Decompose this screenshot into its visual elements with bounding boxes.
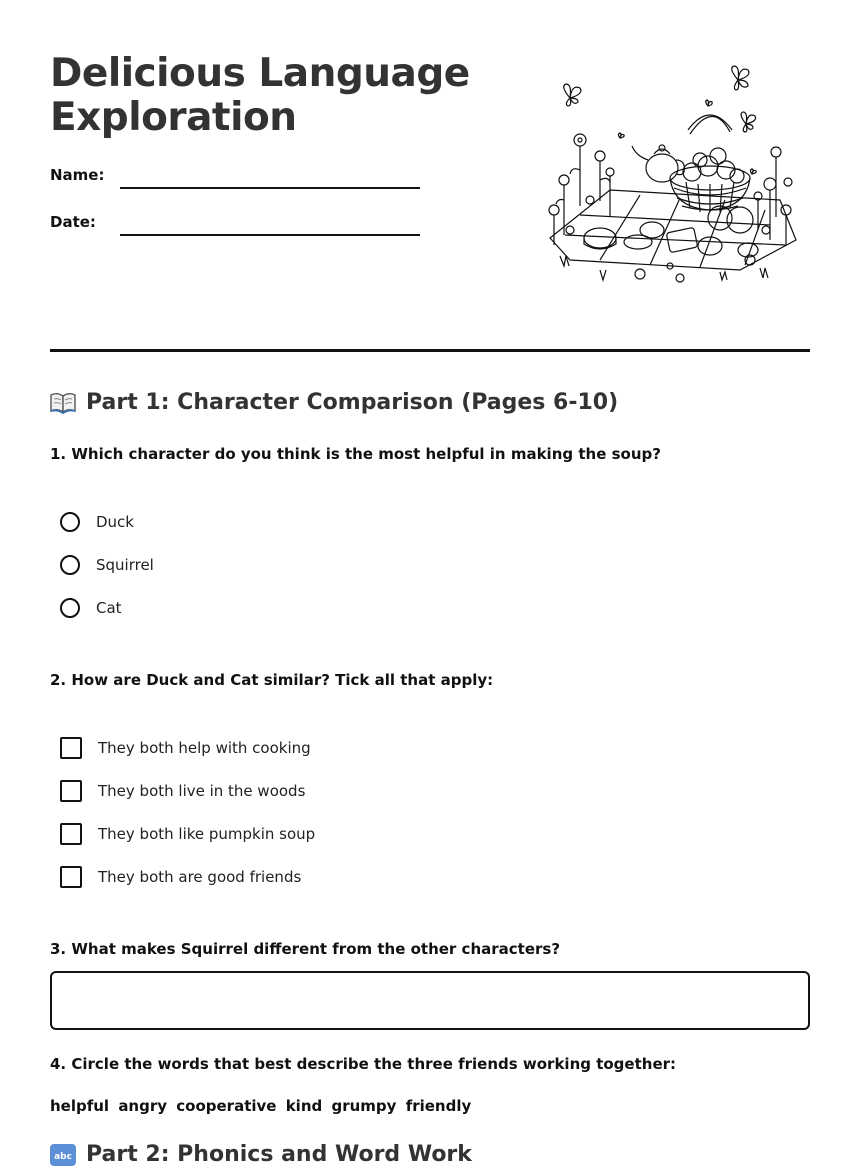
q4-word-list — [50, 1097, 475, 1115]
question-3: 3. What makes Squirrel different from the other characters? — [50, 940, 561, 958]
q2-option-pumpkin-soup[interactable] — [60, 821, 315, 847]
part1-heading-text: Part 1: Character Comparison (Pages 6-10) — [86, 390, 619, 415]
option-label: They both like pumpkin soup — [98, 825, 316, 843]
q1-option-cat[interactable] — [60, 595, 122, 621]
picnic-basket-illustration — [540, 60, 802, 296]
q2-option-good-friends[interactable] — [60, 864, 301, 890]
checkbox[interactable] — [60, 737, 82, 759]
question-1: 1. Which character do you think is the most helpful in making the soup? — [50, 445, 661, 463]
option-label: They both help with cooking — [98, 739, 311, 757]
option-label: They both are good friends — [98, 868, 302, 886]
word-kind[interactable]: kind — [285, 1097, 323, 1115]
open-book-icon — [50, 392, 76, 414]
word-grumpy[interactable]: grumpy — [331, 1097, 397, 1115]
name-label: Name: — [50, 166, 105, 184]
option-label: They both live in the woods — [98, 782, 306, 800]
q3-answer-box[interactable] — [50, 971, 810, 1030]
checkbox[interactable] — [60, 780, 82, 802]
radio-button[interactable] — [60, 555, 80, 575]
date-field[interactable] — [120, 234, 420, 236]
word-friendly[interactable]: friendly — [405, 1097, 472, 1115]
q1-option-duck[interactable] — [60, 509, 134, 535]
date-label: Date: — [50, 213, 96, 231]
part2-heading — [50, 1142, 472, 1167]
question-4: 4. Circle the words that best describe the three friends working together: — [50, 1055, 677, 1073]
word-cooperative[interactable]: cooperative — [176, 1097, 277, 1115]
part1-heading — [50, 390, 618, 415]
q2-option-cooking[interactable] — [60, 735, 311, 761]
part2-heading-text: Part 2: Phonics and Word Work — [86, 1142, 472, 1167]
butterfly-icon — [564, 84, 581, 106]
abc-icon — [50, 1144, 76, 1166]
question-2: 2. How are Duck and Cat similar? Tick all that apply: — [50, 671, 494, 689]
worksheet-title — [50, 52, 470, 140]
title-line-1: Delicious Language — [50, 51, 470, 96]
option-label: Duck — [96, 513, 134, 531]
word-helpful[interactable]: helpful — [50, 1097, 110, 1115]
q2-option-woods[interactable] — [60, 778, 305, 804]
header-divider — [50, 349, 810, 352]
radio-button[interactable] — [60, 512, 80, 532]
radio-button[interactable] — [60, 598, 80, 618]
title-line-2: Exploration — [50, 95, 297, 140]
name-field[interactable] — [120, 187, 420, 189]
word-angry[interactable]: angry — [118, 1097, 168, 1115]
checkbox[interactable] — [60, 823, 82, 845]
option-label: Cat — [96, 599, 122, 617]
q1-option-squirrel[interactable] — [60, 552, 154, 578]
option-label: Squirrel — [96, 556, 154, 574]
svg-text:abc: abc — [54, 1151, 72, 1162]
checkbox[interactable] — [60, 866, 82, 888]
